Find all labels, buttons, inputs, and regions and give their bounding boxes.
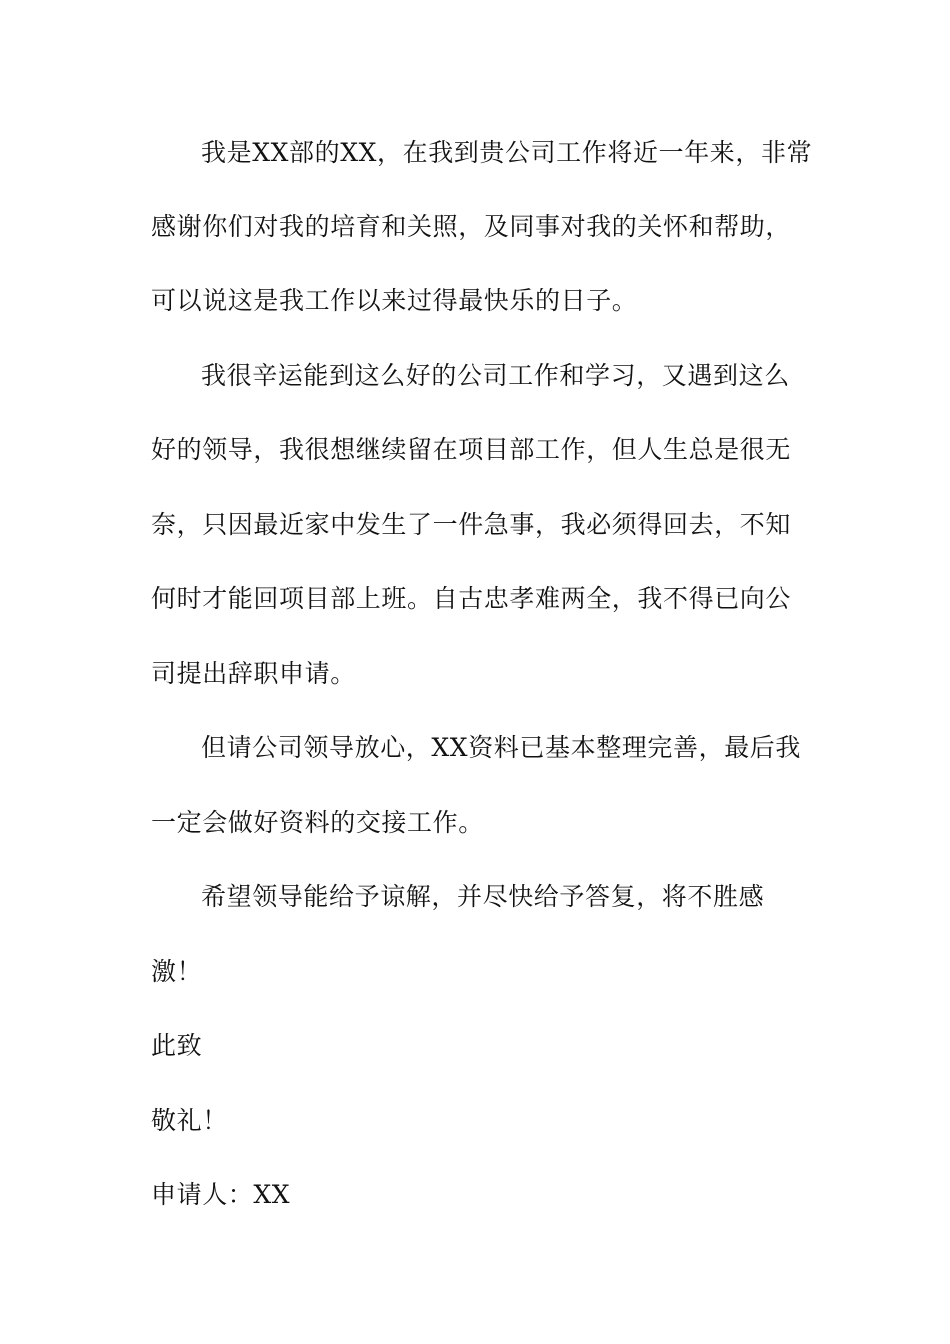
paragraph-3-line-1: 但请公司领导放心，XX资料已基本整理完善，最后我: [201, 733, 801, 762]
paragraph-2-line-5: 司提出辞职申请。: [151, 659, 356, 688]
paragraph-3-line-2: 一定会做好资料的交接工作。: [151, 808, 484, 837]
applicant-signature: 申请人：XX: [151, 1180, 291, 1209]
paragraph-2-line-1: 我很辛运能到这么好的公司工作和学习，又遇到这么: [201, 361, 790, 390]
closing-salutation: 此致: [151, 1031, 203, 1060]
paragraph-1-line-2: 感谢你们对我的培育和关照，及同事对我的关怀和帮助，: [151, 212, 792, 241]
closing-regards: 敬礼！: [151, 1106, 228, 1135]
paragraph-4-line-1: 希望领导能给予谅解，并尽快给予答复，将不胜感: [201, 882, 765, 911]
paragraph-2-line-2: 好的领导，我很想继续留在项目部工作，但人生总是很无: [151, 435, 792, 464]
paragraph-4-line-2: 激！: [151, 957, 203, 986]
paragraph-2-line-3: 奈，只因最近家中发生了一件急事，我必须得回去，不知: [151, 510, 792, 539]
paragraph-1-line-3: 可以说这是我工作以来过得最快乐的日子。: [151, 286, 638, 315]
paragraph-2-line-4: 何时才能回项目部上班。自古忠孝难两全，我不得已向公: [151, 584, 792, 613]
paragraph-1-line-1: 我是XX部的XX，在我到贵公司工作将近一年来，非常: [201, 138, 813, 167]
